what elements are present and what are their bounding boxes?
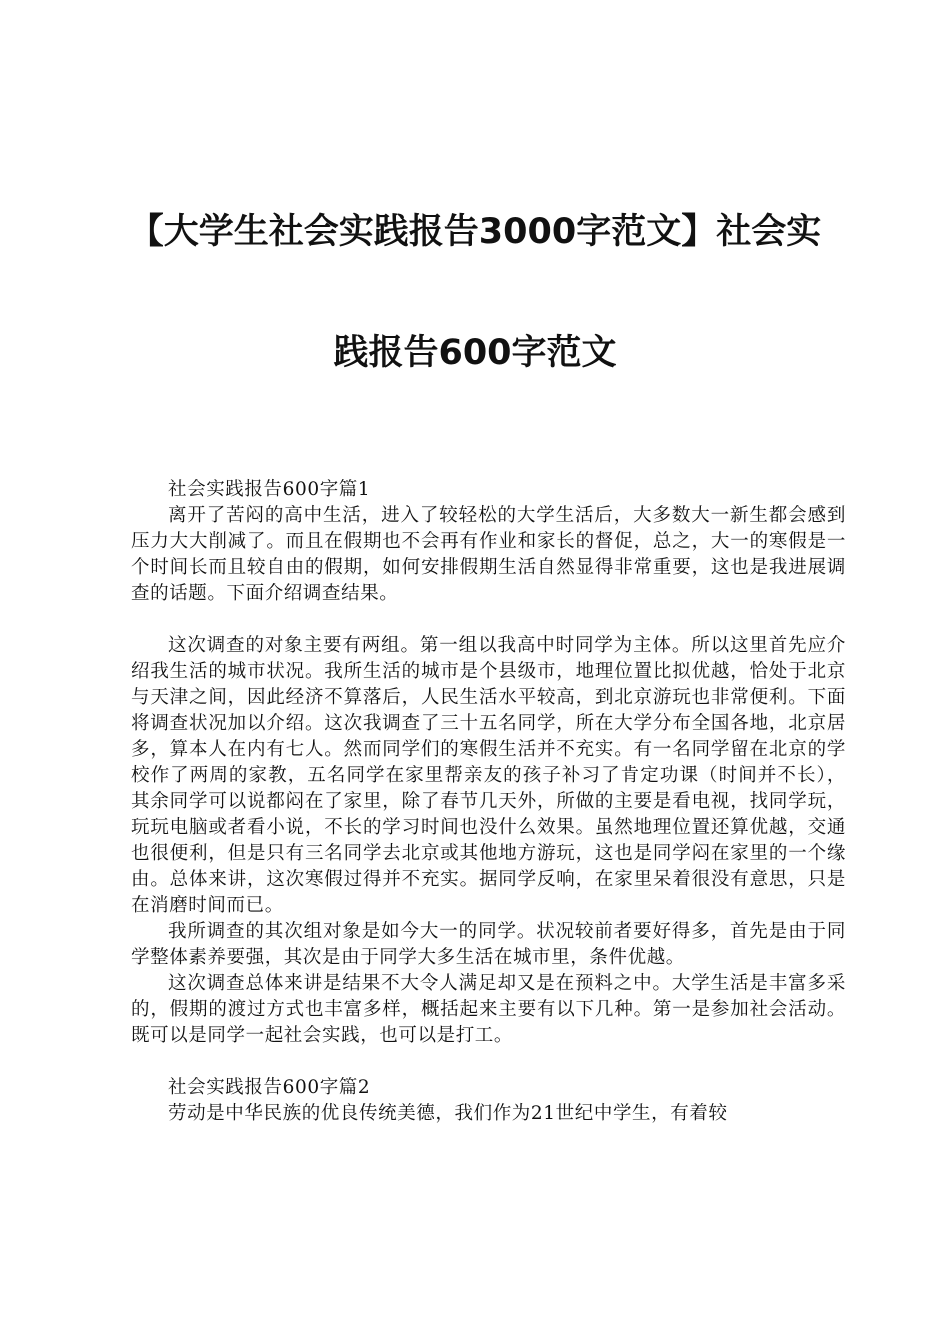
section-heading-1: 社会实践报告600字篇1	[168, 479, 371, 500]
section-1-paragraph-2: 这次调查的对象主要有两组。第一组以我高中时同学为主体。所以这里首先应介绍我生活的城市状况。我所生活的城市是个县级市，地理位置比拟优越，恰处于北京与天津之间，因此经济不算落后，人民生活水平较高，到北京游玩也非常便利。下面将调查状况加以介绍。这次我调查了三十五名同学，所在大学分布全国各地，北京居多，算本人在内有七人。然而同学们的寒假生活并不充实。有一名同学留在北京的学校作了两周的家教，五名同学在家里帮亲友的孩子补习了肯定功课（时间并不长），其余同学可以说都闷在了家里，除了春节几天外，所做的主要是看电视，找同学玩，玩玩电脑或者看小说，不长的学习时间也没什么效果。虽然地理位置还算优越，交通也很便利，但是只有三名同学去北京或其他地方游玩，这也是同学闷在家里的一个缘由。总体来讲，这次寒假过得并不充实。据同学反响，在家里呆着很没有意思，只是在消磨时间而已。	[131, 635, 846, 916]
section-1-paragraph-3: 我所调查的其次组对象是如今大一的同学。状况较前者要好得多，首先是由于同学整体素养要强，其次是由于同学大多生活在城市里，条件优越。	[131, 921, 846, 968]
document-title-line-1: 【大学生社会实践报告3000字范文】社会实	[128, 212, 822, 252]
section-2-paragraph-1: 劳动是中华民族的优良传统美德，我们作为21世纪中学生，有着较	[168, 1103, 728, 1124]
section-heading-2: 社会实践报告600字篇2	[168, 1077, 371, 1098]
document-title-line-2: 践报告600字范文	[333, 333, 617, 373]
section-1-paragraph-1: 离开了苦闷的高中生活，进入了较轻松的大学生活后，大多数大一新生都会感到压力大大削减了。而且在假期也不会再有作业和家长的督促，总之，大一的寒假是一个时间长而且较自由的假期，如何安排假期生活自然显得非常重要，这也是我进展调查的话题。下面介绍调查结果。	[131, 505, 846, 604]
paragraph-gap	[131, 1049, 846, 1075]
document-body	[131, 477, 846, 1127]
paragraph-gap	[131, 607, 846, 633]
section-1-paragraph-4: 这次调查总体来讲是结果不大令人满足却又是在预料之中。大学生活是丰富多采的，假期的渡过方式也丰富多样，概括起来主要有以下几种。第一是参加社会活动。既可以是同学一起社会实践，也可以是打工。	[131, 973, 846, 1046]
